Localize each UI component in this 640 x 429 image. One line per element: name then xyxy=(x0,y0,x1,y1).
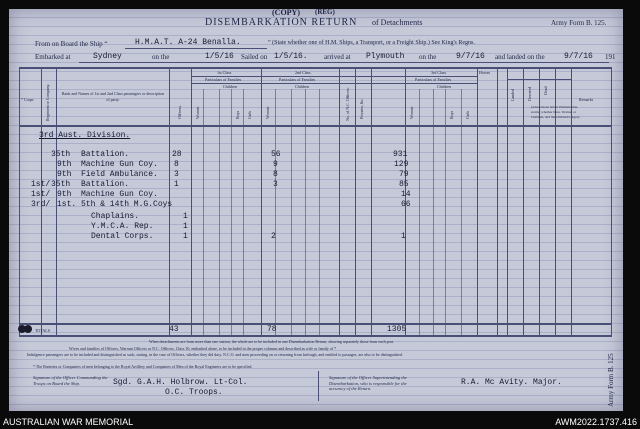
copy-mark: (COPY) xyxy=(272,9,300,17)
col-girls-1: Girls xyxy=(247,111,252,119)
row-officers: 1 xyxy=(183,212,188,221)
row-unit: 9th xyxy=(57,160,72,169)
col-women-1: Women xyxy=(195,106,200,119)
row-privates: 1 xyxy=(401,232,406,241)
form-title: DISEMBARKATION RETURN xyxy=(205,17,358,28)
totals-label: TOTALS xyxy=(35,328,50,333)
row-unit: 1st. xyxy=(57,200,77,209)
row-privates: 931 xyxy=(393,150,408,159)
sailed-date: 1/5/16. xyxy=(274,52,308,61)
col-rule xyxy=(507,67,508,337)
landed-date: 9/7/16 xyxy=(564,52,593,61)
col-rule xyxy=(523,67,524,337)
reg-mark: (REG) xyxy=(315,9,335,16)
col-rule xyxy=(461,89,462,337)
sig-left-label xyxy=(33,375,109,386)
sig-right-label xyxy=(329,375,423,392)
col-boys-3: Boys xyxy=(449,110,454,119)
row-name: Battalion. xyxy=(81,180,130,189)
row-officers: 1 xyxy=(174,180,179,189)
col-ncos: No. of N.C. Officers. xyxy=(345,87,350,121)
col-rule xyxy=(19,67,20,337)
embark-line-rule xyxy=(79,62,609,63)
totals-privates: 1305 xyxy=(387,325,407,334)
row-name: 5th & 14th M.G.Coys xyxy=(81,200,173,209)
row-division: 3rd Aust. Division. xyxy=(39,131,131,140)
embarked-at: Sydney xyxy=(93,52,122,61)
row-name: Chaplains. xyxy=(91,212,140,221)
col-rule xyxy=(305,89,306,337)
sig-divider xyxy=(318,371,319,401)
row-privates: 14 xyxy=(401,190,411,199)
footer-institution: AUSTRALIAN WAR MEMORIAL xyxy=(3,417,134,427)
embarked-date: 1/5/16 xyxy=(205,52,234,61)
row-name: Dental Corps. xyxy=(91,232,154,241)
sig-right-label-text: Signature of the Officer Superintending the Disembarkation, who is responsible for the accuracy of the Return. xyxy=(329,375,407,391)
landed-label: and landed on the xyxy=(495,53,545,61)
side-form-mark: Army Form B. 125 xyxy=(607,353,615,407)
col-third-class: 3rd Class xyxy=(431,70,446,75)
row-officers: 1 xyxy=(183,222,188,231)
col-girls-3: Girls xyxy=(465,111,470,119)
army-form-label: Army Form B. 125. xyxy=(551,19,607,27)
col-rule xyxy=(231,89,232,337)
note-line-3 xyxy=(27,352,587,357)
row-name: Machine Gun Coy. xyxy=(81,190,158,199)
year-suffix: 191 xyxy=(605,53,616,61)
row-name: Machine Gun Coy. xyxy=(81,160,158,169)
col-rule xyxy=(319,89,320,337)
col-boys-1: Boys xyxy=(235,110,240,119)
row-unit: 35th xyxy=(51,150,71,159)
col-remarks: Remarks xyxy=(579,97,594,102)
col-children-2: Children xyxy=(295,84,309,89)
col-note-text: (Attestations below Embarkation, stating whether Men, Women or Children, and the Children's Ages) xyxy=(531,105,580,119)
row-corps: 1st/ xyxy=(31,180,51,189)
col-corps: * Corps xyxy=(21,97,34,102)
col-rule xyxy=(261,67,262,337)
row-second: 9 xyxy=(273,160,278,169)
ship-note: ” (State whether one of H.M. Ships, a Transport, or a Freight Ship.) See King's Regns. xyxy=(268,40,475,46)
col-deserted: Deserted xyxy=(527,86,532,101)
col-landed: Landed xyxy=(510,89,515,101)
arrived-date: 9/7/16 xyxy=(456,52,485,61)
archive-footer xyxy=(0,415,640,429)
col-rule xyxy=(291,89,292,337)
col-officers: Officers. xyxy=(177,104,182,119)
col-rule xyxy=(219,89,220,337)
col-rule xyxy=(275,89,276,337)
ship-line-rule xyxy=(125,48,267,49)
row-officers: 8 xyxy=(174,160,179,169)
embarked-label: Embarked at xyxy=(35,53,71,61)
col-first-class: 1st Class xyxy=(217,70,232,75)
row-officers: 3 xyxy=(174,170,179,179)
col-children-1: Children xyxy=(223,84,237,89)
note-line-1: When detachments are from more than one station, the whole are to be included in one Disembarkation Return, showing separately those from each port. xyxy=(149,339,395,344)
col-rule xyxy=(355,67,356,337)
col-rule xyxy=(203,89,204,337)
row-second: 8 xyxy=(273,170,278,179)
col-rank-names xyxy=(61,91,165,103)
col-rule xyxy=(611,67,612,337)
row-name: Battalion. xyxy=(81,150,130,159)
col-rule xyxy=(371,67,372,337)
note-line-2: Wives and families of Officers, Warrant Officers or N.C. Officers, Class 10, embarked alone, to be included in the proper columns and described as wife or family of * xyxy=(69,346,337,351)
col-third-families: Particulars of Families xyxy=(415,77,452,82)
col-rule xyxy=(243,89,244,337)
col-first-families: Particulars of Families xyxy=(205,77,242,82)
totals-second: 78 xyxy=(267,325,277,334)
row-unit: 9th xyxy=(57,170,72,179)
col-rule xyxy=(339,67,340,337)
row-privates: 85 xyxy=(399,180,409,189)
col-rule xyxy=(497,67,498,337)
row-second: 2 xyxy=(271,232,276,241)
col-dead: Dead xyxy=(543,86,548,95)
col-rule xyxy=(419,89,420,337)
row-corps: 1st/ xyxy=(31,190,51,199)
row-second: 3 xyxy=(273,180,278,189)
row-name: Field Ambulance. xyxy=(81,170,158,179)
sig-left-label-text: Signature of the Officer Commanding the Troops on Board the Ship. xyxy=(33,375,108,386)
row-unit: 35th xyxy=(51,180,71,189)
row-privates: 129 xyxy=(394,160,409,169)
sig-right-value: R.A. Mc Avity. Major. xyxy=(461,378,562,387)
totals-officers: 43 xyxy=(169,325,179,334)
row-corps: 3rd/ xyxy=(31,200,51,209)
col-rank-names-text: Rank and Names of 1st and 2nd Class passengers or description of party. xyxy=(61,91,165,102)
form-title-suffix: of Detachments xyxy=(372,18,423,27)
col-second-class: 2nd Class xyxy=(295,70,311,75)
col-rule xyxy=(477,67,478,337)
col-rule xyxy=(433,89,434,337)
on-board-label: From on Board the Ship “ xyxy=(35,40,108,48)
footer-accession: AWM2022.1737.416 xyxy=(555,417,637,427)
note-line-3-text: Indulgence passengers are to be included and distinguished as such, stating, in the case of Officers, whether they did duty. N.C.O. and men proceeding on or returning from furlough, and entitled to passages, are also to be distinguished. xyxy=(27,352,403,357)
arrived-label: arrived at xyxy=(324,53,351,61)
col-note xyxy=(531,105,587,120)
row-unit: 9th xyxy=(57,190,72,199)
embarked-on-label: on the xyxy=(152,53,170,61)
arrived-on-label: on the xyxy=(419,53,437,61)
ship-name: H.M.A.T. A-24 Benalla. xyxy=(135,38,241,47)
sig-left-title: O.C. Troops. xyxy=(165,388,223,397)
note-line-4: * The Batteries or Companies of men belonging to the Royal Artillery and Companies of Men of the Royal Engineers are to be specified. xyxy=(33,364,253,369)
totals-mark xyxy=(24,325,32,333)
col-women-2: Women xyxy=(265,106,270,119)
col-rule xyxy=(191,67,192,337)
col-privates: Privates, &c. xyxy=(359,98,364,119)
subheader-rule xyxy=(507,79,571,80)
col-regiment: Regiment or Company. xyxy=(45,83,50,121)
row-name: Y.M.C.A. Rep. xyxy=(91,222,154,231)
arrived-at: Plymouth xyxy=(366,52,405,61)
sig-left-value: Sgd. G.A.H. Holbrow. Lt-Col. xyxy=(113,378,248,387)
col-women-3: Women xyxy=(409,106,414,119)
row-privates: 66 xyxy=(401,200,411,209)
col-children-3: Children xyxy=(437,84,451,89)
sailed-label: Sailed on xyxy=(241,53,268,61)
row-privates: 79 xyxy=(399,170,409,179)
col-horses: Horses xyxy=(479,70,491,75)
row-officers: 28 xyxy=(172,150,182,159)
col-rule xyxy=(445,89,446,337)
col-second-families: Particulars of Families xyxy=(279,77,316,82)
document-page xyxy=(9,9,623,411)
row-officers: 1 xyxy=(183,232,188,241)
row-second: 56 xyxy=(271,150,281,159)
